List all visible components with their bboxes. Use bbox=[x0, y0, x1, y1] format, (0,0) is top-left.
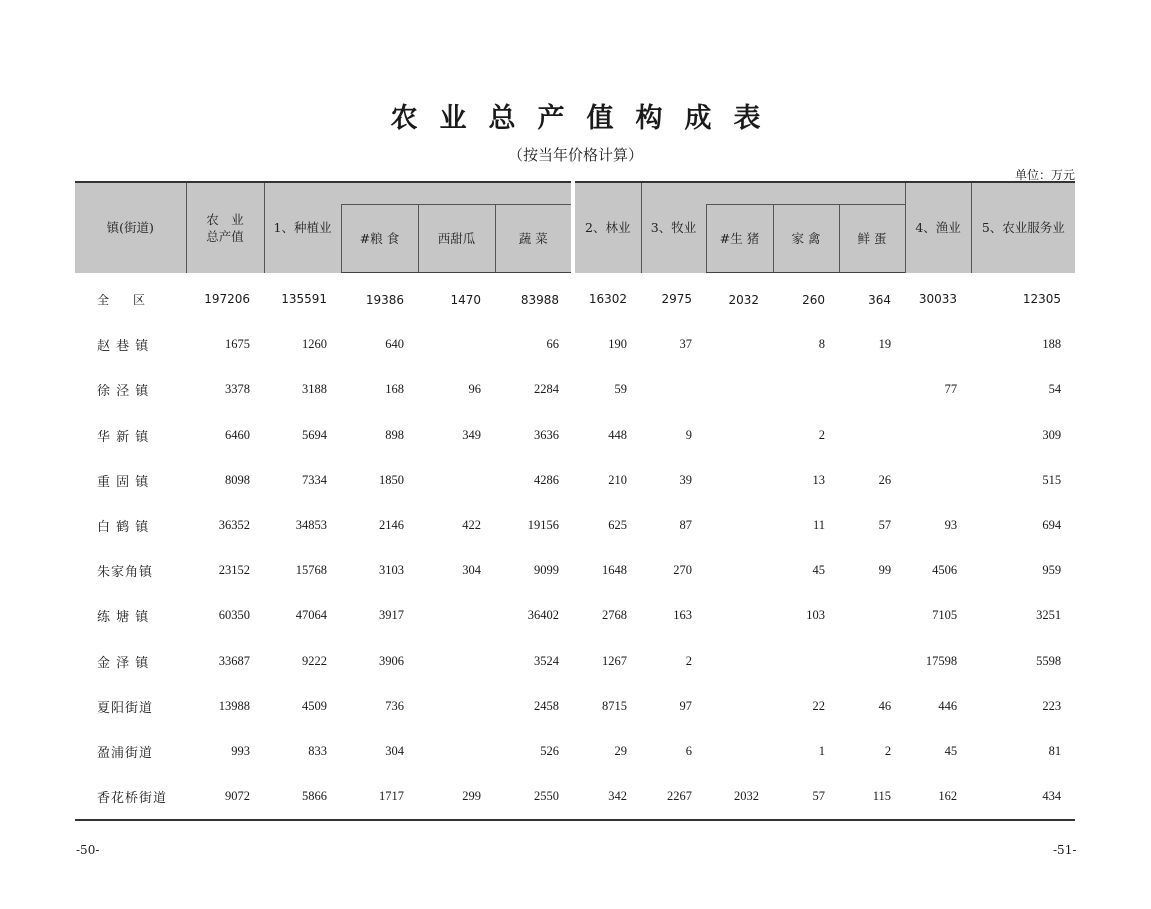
cell-pig: 2032 bbox=[706, 774, 773, 820]
table-row bbox=[75, 322, 1075, 367]
table-body bbox=[75, 273, 1075, 821]
row-region: 朱家角镇 bbox=[97, 565, 154, 581]
cell-total: 1675 bbox=[225, 337, 250, 352]
cell-total: 993 bbox=[231, 743, 250, 758]
header-melon: 西甜瓜 bbox=[418, 205, 495, 273]
cell-pig bbox=[706, 684, 773, 729]
cell-livestock bbox=[641, 367, 706, 412]
cell-service: 3251 bbox=[1036, 608, 1062, 623]
cell-vegetable: 2284 bbox=[534, 382, 560, 397]
cell-vegetable: 19156 bbox=[527, 518, 560, 533]
table-row bbox=[75, 729, 1075, 774]
cell-grain: 2146 bbox=[379, 518, 404, 533]
cell-egg: 115 bbox=[839, 774, 905, 820]
cell-crop: 5694 bbox=[302, 427, 327, 442]
cell-vegetable: 36402 bbox=[527, 608, 560, 623]
cell-crop: 34853 bbox=[295, 518, 327, 533]
cell-egg bbox=[839, 639, 905, 684]
cell-poultry bbox=[773, 367, 839, 412]
cell-egg: 46 bbox=[878, 698, 892, 713]
cell-crop: 135591 bbox=[281, 292, 327, 307]
cell-service: 54 bbox=[1048, 382, 1062, 397]
cell-service: 515 bbox=[1042, 472, 1062, 487]
header-livestock: 3、牧业 bbox=[641, 182, 706, 273]
cell-total: 13988 bbox=[218, 698, 250, 713]
cell-grain: 3103 bbox=[379, 563, 404, 578]
cell-melon bbox=[418, 639, 495, 684]
cell-egg: 2 bbox=[884, 743, 892, 758]
table-row bbox=[75, 503, 1075, 548]
cell-egg: 26 bbox=[878, 472, 892, 487]
cell-poultry: 8 bbox=[818, 337, 826, 352]
cell-grain: 736 bbox=[385, 698, 404, 713]
cell-total: 60350 bbox=[218, 608, 250, 623]
page-subtitle: （按当年价格计算） bbox=[507, 146, 643, 164]
cell-forestry: 210 bbox=[608, 472, 628, 487]
cell-fishery: 45 bbox=[944, 743, 958, 758]
row-region: 香花桥街道 bbox=[75, 774, 186, 820]
cell-egg bbox=[839, 367, 905, 412]
cell-pig bbox=[706, 639, 773, 684]
cell-crop: 1260 bbox=[302, 337, 327, 352]
table-row bbox=[75, 593, 1075, 638]
cell-melon bbox=[418, 322, 495, 367]
row-region: 重 固 镇 bbox=[97, 474, 150, 490]
cell-fishery: 7105 bbox=[932, 608, 958, 623]
cell-service: 959 bbox=[1042, 563, 1062, 578]
cell-crop: 7334 bbox=[302, 472, 327, 487]
table-row bbox=[75, 684, 1075, 729]
cell-total: 8098 bbox=[225, 472, 250, 487]
cell-fishery bbox=[905, 413, 971, 458]
header-service: 5、农业服务业 bbox=[971, 182, 1075, 273]
cell-grain: 19386 bbox=[365, 292, 404, 307]
cell-grain: 640 bbox=[385, 337, 404, 352]
header-crop-group bbox=[341, 182, 573, 205]
row-region: 白 鹤 镇 bbox=[97, 520, 150, 536]
header-grain: #粮 食 bbox=[341, 205, 418, 273]
cell-melon bbox=[418, 684, 495, 729]
cell-livestock: 163 bbox=[673, 608, 693, 623]
row-region: 华 新 镇 bbox=[97, 429, 150, 445]
header-poultry: 家 禽 bbox=[773, 205, 839, 273]
row-region: 盈浦街道 bbox=[97, 745, 154, 761]
cell-egg bbox=[839, 593, 905, 638]
cell-fishery: 93 bbox=[944, 518, 958, 533]
cell-grain: 1850 bbox=[379, 472, 404, 487]
row-region: 全 区 bbox=[97, 292, 146, 307]
cell-vegetable: 3524 bbox=[534, 653, 560, 668]
cell-total: 23152 bbox=[218, 563, 250, 578]
cell-forestry: 1648 bbox=[602, 563, 628, 578]
cell-crop: 3188 bbox=[302, 382, 327, 397]
row-region: 徐 泾 镇 bbox=[97, 384, 150, 400]
cell-livestock: 39 bbox=[679, 472, 693, 487]
cell-melon: 299 bbox=[418, 774, 495, 820]
cell-grain: 898 bbox=[385, 427, 404, 442]
cell-fishery: 446 bbox=[938, 698, 958, 713]
cell-crop: 15768 bbox=[295, 563, 327, 578]
table-row bbox=[75, 273, 1075, 323]
cell-service: 188 bbox=[1042, 337, 1062, 352]
cell-forestry: 59 bbox=[614, 382, 628, 397]
cell-livestock: 87 bbox=[679, 518, 693, 533]
table-row bbox=[75, 639, 1075, 684]
cell-total: 9072 bbox=[186, 774, 264, 820]
cell-forestry: 16302 bbox=[588, 292, 628, 307]
page-number-left: -50- bbox=[76, 843, 100, 857]
cell-poultry: 57 bbox=[773, 774, 839, 820]
cell-pig bbox=[706, 367, 773, 412]
page-number-right: -51- bbox=[1053, 843, 1077, 857]
header-egg: 鲜 蛋 bbox=[839, 205, 905, 273]
cell-vegetable: 526 bbox=[540, 743, 560, 758]
cell-total: 3378 bbox=[225, 382, 250, 397]
row-region: 赵 巷 镇 bbox=[97, 339, 150, 355]
cell-poultry: 45 bbox=[812, 563, 826, 578]
cell-livestock: 37 bbox=[679, 337, 693, 352]
cell-poultry: 13 bbox=[812, 472, 826, 487]
page-title: 农业总产值构成表 bbox=[390, 103, 783, 134]
cell-service: 434 bbox=[971, 774, 1075, 820]
cell-melon bbox=[418, 458, 495, 503]
cell-livestock: 2975 bbox=[661, 292, 693, 307]
table-row bbox=[75, 774, 1075, 820]
cell-crop: 47064 bbox=[295, 608, 327, 623]
header-livestock-group bbox=[706, 182, 905, 205]
cell-crop: 833 bbox=[308, 743, 327, 758]
cell-total: 36352 bbox=[218, 518, 250, 533]
cell-grain: 1717 bbox=[341, 774, 418, 820]
cell-vegetable: 9099 bbox=[534, 563, 560, 578]
cell-poultry: 11 bbox=[812, 518, 826, 533]
cell-poultry: 1 bbox=[818, 743, 826, 758]
cell-service: 5598 bbox=[1036, 653, 1062, 668]
cell-vegetable: 4286 bbox=[534, 472, 560, 487]
cell-melon: 304 bbox=[462, 563, 481, 578]
cell-fishery bbox=[905, 322, 971, 367]
cell-forestry: 448 bbox=[608, 427, 628, 442]
table-row bbox=[75, 548, 1075, 593]
cell-forestry: 342 bbox=[573, 774, 641, 820]
cell-livestock: 2 bbox=[685, 653, 693, 668]
cell-pig bbox=[706, 322, 773, 367]
cell-pig bbox=[706, 729, 773, 774]
agri-output-table bbox=[75, 181, 1075, 821]
cell-poultry bbox=[773, 639, 839, 684]
header-region: 镇(街道) bbox=[75, 182, 186, 273]
cell-crop: 4509 bbox=[302, 698, 327, 713]
cell-vegetable: 66 bbox=[546, 337, 560, 352]
cell-pig bbox=[706, 458, 773, 503]
cell-pig: 2032 bbox=[728, 292, 760, 307]
cell-vegetable: 83988 bbox=[520, 292, 560, 307]
cell-livestock: 6 bbox=[685, 743, 693, 758]
header-crop: 1、种植业 bbox=[264, 182, 341, 273]
table-row bbox=[75, 413, 1075, 458]
cell-grain: 3917 bbox=[379, 608, 404, 623]
cell-vegetable: 3636 bbox=[534, 427, 560, 442]
cell-poultry: 103 bbox=[806, 608, 826, 623]
header-forestry: 2、林业 bbox=[573, 182, 641, 273]
cell-pig bbox=[706, 503, 773, 548]
cell-fishery: 162 bbox=[905, 774, 971, 820]
cell-melon: 422 bbox=[462, 518, 481, 533]
cell-poultry: 260 bbox=[802, 292, 826, 307]
cell-forestry: 29 bbox=[614, 743, 628, 758]
row-region: 金 泽 镇 bbox=[97, 655, 150, 671]
cell-melon: 1470 bbox=[450, 292, 481, 307]
cell-poultry: 2 bbox=[818, 427, 826, 442]
cell-total: 6460 bbox=[225, 427, 250, 442]
row-region: 练 塘 镇 bbox=[97, 610, 150, 626]
cell-pig bbox=[706, 593, 773, 638]
row-region: 夏阳街道 bbox=[97, 700, 154, 716]
table-row bbox=[75, 367, 1075, 412]
cell-service: 309 bbox=[1042, 427, 1062, 442]
cell-livestock: 97 bbox=[679, 698, 693, 713]
cell-vegetable: 2458 bbox=[534, 698, 560, 713]
cell-melon bbox=[418, 729, 495, 774]
cell-total: 197206 bbox=[204, 292, 250, 307]
cell-livestock: 2267 bbox=[641, 774, 706, 820]
header-fishery: 4、渔业 bbox=[905, 182, 971, 273]
cell-pig bbox=[706, 413, 773, 458]
cell-egg bbox=[839, 413, 905, 458]
header-pig: #生 猪 bbox=[706, 205, 773, 273]
table-row bbox=[75, 458, 1075, 503]
unit-label: 单位：万元 bbox=[1014, 168, 1075, 182]
cell-vegetable: 2550 bbox=[495, 774, 573, 820]
cell-fishery: 30033 bbox=[918, 292, 958, 307]
cell-crop: 9222 bbox=[302, 653, 327, 668]
cell-poultry: 22 bbox=[812, 698, 826, 713]
cell-pig bbox=[706, 548, 773, 593]
cell-service: 223 bbox=[1042, 698, 1062, 713]
cell-service: 694 bbox=[1042, 518, 1062, 533]
cell-forestry: 190 bbox=[608, 337, 628, 352]
header-total-line2: 总产值 bbox=[206, 228, 244, 244]
cell-fishery bbox=[905, 458, 971, 503]
cell-forestry: 2768 bbox=[602, 608, 628, 623]
cell-forestry: 625 bbox=[608, 518, 628, 533]
cell-livestock: 270 bbox=[673, 563, 693, 578]
cell-melon: 96 bbox=[468, 382, 481, 397]
cell-total: 33687 bbox=[218, 653, 250, 668]
cell-service: 12305 bbox=[1022, 292, 1062, 307]
cell-egg: 364 bbox=[868, 292, 892, 307]
cell-melon bbox=[418, 593, 495, 638]
cell-livestock: 9 bbox=[685, 427, 693, 442]
cell-crop: 5866 bbox=[264, 774, 341, 820]
header-total-line1: 农 业 bbox=[206, 211, 244, 227]
cell-fishery: 4506 bbox=[932, 563, 958, 578]
cell-forestry: 8715 bbox=[602, 698, 628, 713]
cell-service: 81 bbox=[1048, 743, 1062, 758]
header-total bbox=[186, 182, 264, 273]
cell-egg: 19 bbox=[878, 337, 892, 352]
cell-egg: 99 bbox=[878, 563, 892, 578]
cell-forestry: 1267 bbox=[602, 653, 628, 668]
header-vegetable: 蔬 菜 bbox=[495, 205, 573, 273]
cell-melon: 349 bbox=[462, 427, 481, 442]
cell-egg: 57 bbox=[878, 518, 892, 533]
cell-fishery: 77 bbox=[944, 382, 958, 397]
cell-fishery: 17598 bbox=[925, 653, 958, 668]
cell-grain: 3906 bbox=[379, 653, 404, 668]
cell-grain: 304 bbox=[385, 743, 404, 758]
cell-grain: 168 bbox=[385, 382, 404, 397]
